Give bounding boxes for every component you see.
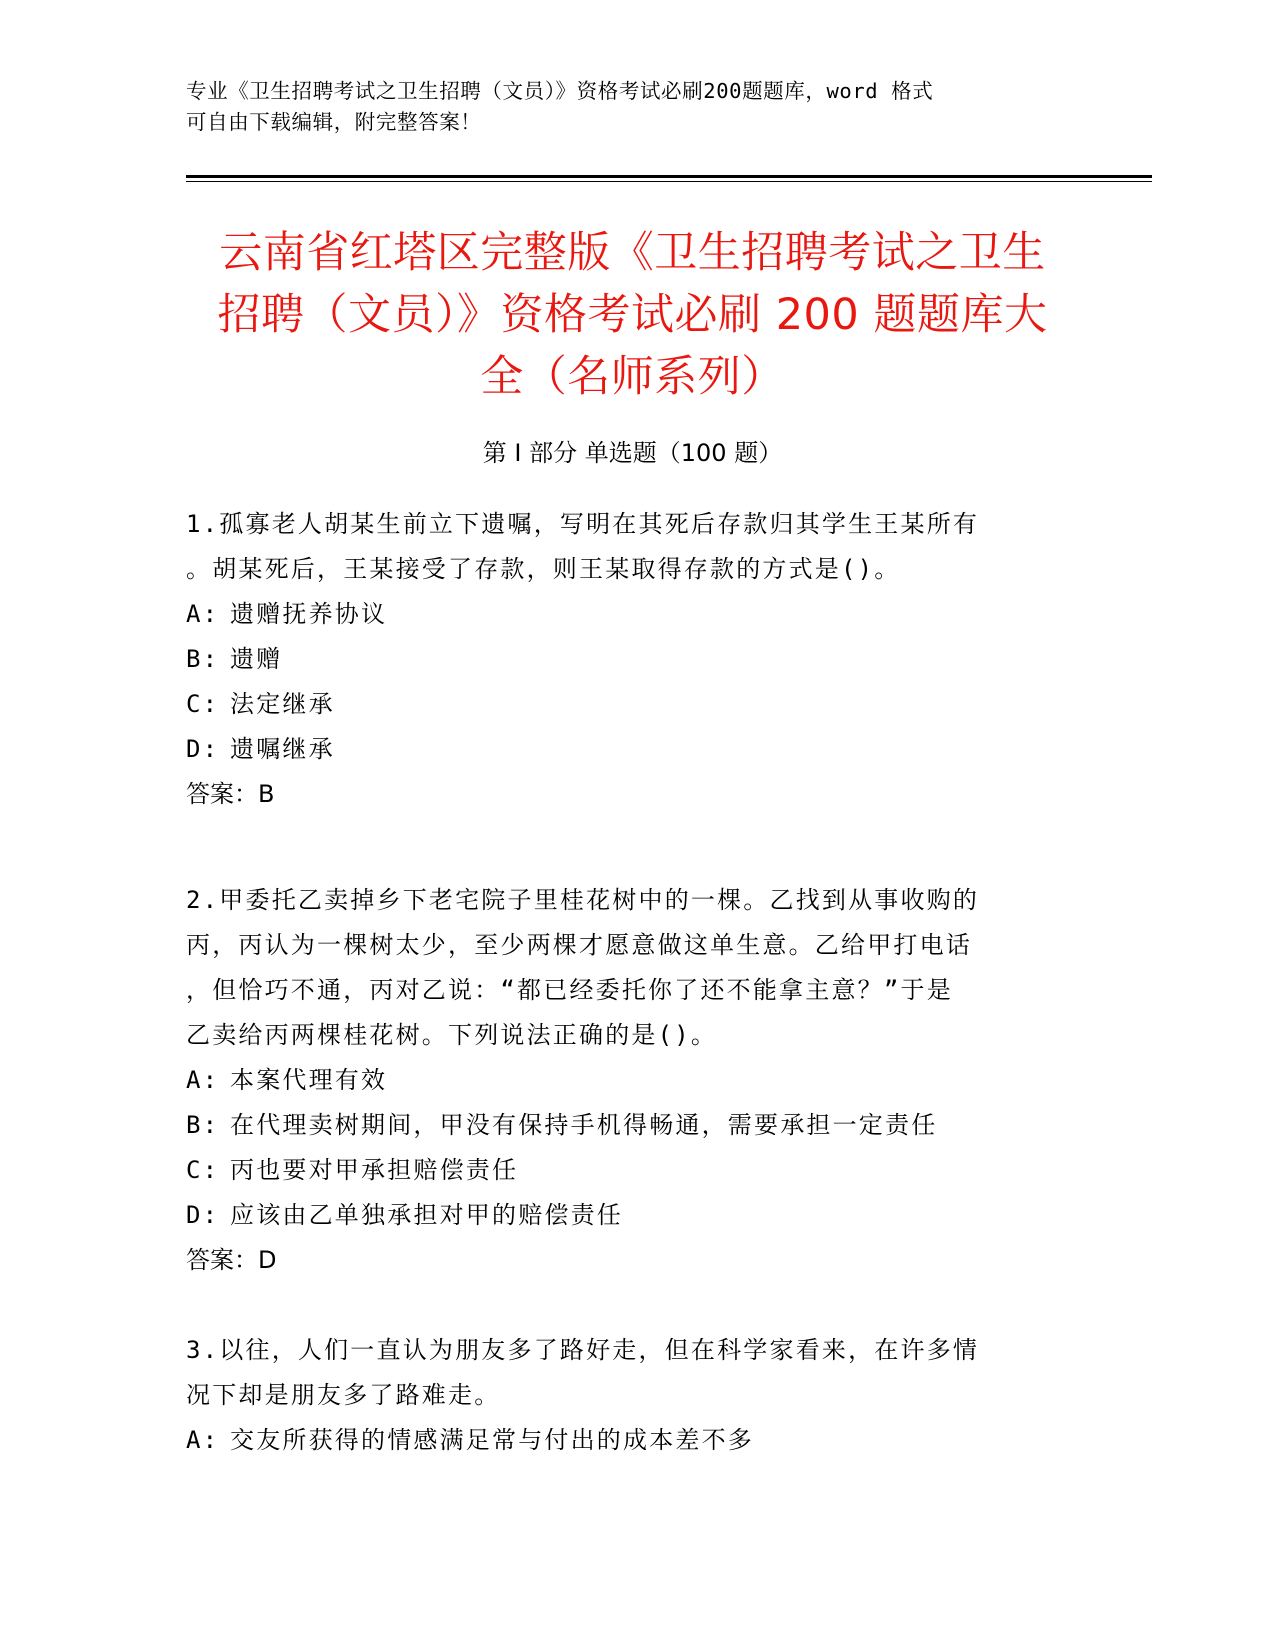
option-text: 遗赠抚养协议 (230, 600, 388, 628)
option-text: 在代理卖树期间，甲没有保持手机得畅通，需要承担一定责任 (230, 1111, 938, 1139)
question-text-line: 3.以往，人们一直认为朋友多了路好走，但在科学家看来，在许多情 (186, 1336, 980, 1364)
option-text: 遗赠 (230, 645, 283, 673)
option-key: A: (186, 1426, 220, 1454)
option-key: C: (186, 1156, 220, 1184)
option-c (186, 682, 1066, 727)
header-note (186, 76, 1066, 138)
question-text-line: 丙，丙认为一棵树太少，至少两棵才愿意做这单生意。乙给甲打电话 (186, 931, 972, 959)
option-text: 丙也要对甲承担赔偿责任 (230, 1156, 519, 1184)
question-2 (186, 878, 1066, 1283)
header-note-line: 专业《卫生招聘考试之卫生招聘（文员）》资格考试必刷200题题库，word 格式 (186, 79, 934, 103)
option-a (186, 1418, 1066, 1463)
question-text-line: 1.孤寡老人胡某生前立下遗嘱，写明在其死后存款归其学生王某所有 (186, 510, 980, 538)
option-key: C: (186, 690, 220, 718)
question-text-line: 2.甲委托乙卖掉乡下老宅院子里桂花树中的一棵。乙找到从事收购的 (186, 886, 980, 914)
option-d (186, 1193, 1066, 1238)
option-text: 遗嘱继承 (230, 735, 335, 763)
answer: 答案：B (186, 780, 275, 808)
answer: 答案：D (186, 1246, 277, 1274)
option-a (186, 1058, 1066, 1103)
option-text: 法定继承 (230, 690, 335, 718)
header-rule-thick (186, 175, 1152, 178)
header-note-line: 可自由下载编辑，附完整答案！ (186, 110, 482, 134)
option-c (186, 1148, 1066, 1193)
question-text-line: ，但恰巧不通，丙对乙说：“都已经委托你了还不能拿主意？”于是 (186, 976, 953, 1004)
option-b (186, 1103, 1066, 1148)
document-title-line: 全（名师系列） (480, 352, 785, 402)
option-key: B: (186, 1111, 220, 1139)
option-text: 交友所获得的情感满足常与付出的成本差不多 (230, 1426, 754, 1454)
section-heading: 第 I 部分 单选题（100 题） (482, 439, 783, 467)
option-b (186, 637, 1066, 682)
option-key: A: (186, 1066, 220, 1094)
option-key: D: (186, 735, 220, 763)
option-key: A: (186, 600, 220, 628)
option-d (186, 727, 1066, 772)
question-text-line: 况下却是朋友多了路难走。 (186, 1381, 501, 1409)
header-rule-thin (186, 181, 1152, 182)
document-title (186, 222, 1079, 408)
option-text: 应该由乙单独承担对甲的赔偿责任 (230, 1201, 623, 1229)
option-key: D: (186, 1201, 220, 1229)
option-text: 本案代理有效 (230, 1066, 388, 1094)
question-text-line: 乙卖给丙两棵桂花树。下列说法正确的是()。 (186, 1021, 718, 1049)
document-title-line: 招聘（文员）》资格考试必刷 200 题题库大 (217, 290, 1048, 340)
question-text-line: 。胡某死后，王某接受了存款，则王某取得存款的方式是()。 (186, 555, 901, 583)
option-a (186, 592, 1066, 637)
option-key: B: (186, 645, 220, 673)
question-3 (186, 1328, 1066, 1463)
question-1 (186, 502, 1066, 817)
document-title-line: 云南省红塔区完整版《卫生招聘考试之卫生 (219, 228, 1046, 278)
